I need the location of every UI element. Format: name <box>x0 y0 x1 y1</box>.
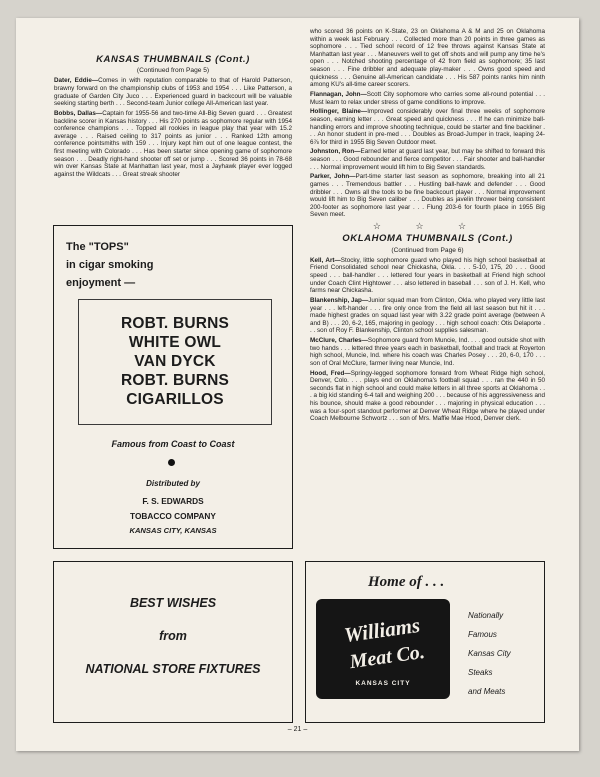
oklahoma-section-title: OKLAHOMA THUMBNAILS (Cont.) <box>342 233 513 245</box>
player-bio: Improved considerably over final three weeks of sophomore season, earning letter . . . Great speed and quickness . . . If he can minimize ball-handling errors and improve shooting technique, could be starter and fine backliner . . . An honor student in pre-med . . . Doubles as Broad-Jumper in track, leaping 24-6⅞ for third in 1955 Big Seven Outdoor meet. <box>310 108 545 146</box>
player-bio-continuation: who scored 36 points on K-State, 23 on Oklahoma A & M and 25 on Oklahoma within a week last February . . . Collected more than 20 points in three games as sophomore . . . Tied school record of 12 free throws against Kansas State at Manhattan last year . . . Maneuvers well to get off shots and will pump any time he's open . . . Notched shooting percentage of 42 from field as sophomore; 35 last season . . . Fine dribbler and adequate play-maker . . . Owns good speed and quickness . . . Genuine all-American candidate . . . His 587 points ranks him ninth among KU's all-time career scorers. <box>310 28 545 89</box>
player-name: Hood, Fred— <box>310 369 351 377</box>
kansas-section-subtitle: (Continued from Page 5) <box>136 67 210 75</box>
player-entry <box>310 257 545 295</box>
oklahoma-section-subtitle: (Continued from Page 6) <box>391 246 464 254</box>
distributed-by-label: Distributed by <box>146 479 200 488</box>
slogan-line: and Meats <box>468 687 506 696</box>
player-name: Parker, John— <box>310 173 356 181</box>
player-entry <box>310 370 545 423</box>
player-bio: Sophomore guard from Muncie, Ind. . . . good outside shot with two hands . . . lettered three years each in basketball, football and track at Royerton high school, Muncie, Ind. where his coach was Charles Posey . . . 20, 6-0, 170 . . . son of Oral McClure, farmer living near Muncie, Ind. <box>310 337 545 367</box>
slogan-line: Kansas City <box>468 649 511 658</box>
distributor-name: F. S. EDWARDS <box>142 496 204 506</box>
page-number: – 21 – <box>287 726 308 733</box>
kansas-section-title: KANSAS THUMBNAILS (Cont.) <box>96 54 250 65</box>
right-text-column <box>310 28 545 425</box>
player-entry <box>310 173 545 219</box>
ad-headline-line: enjoyment — <box>66 277 136 289</box>
brand-name: VAN DYCK <box>134 353 216 370</box>
logo-line: Williams <box>342 612 422 648</box>
ad-tagline: Famous from Coast to Coast <box>111 439 235 449</box>
brand-name: ROBT. BURNS <box>120 315 230 332</box>
player-entry <box>310 297 545 335</box>
star-divider: ☆ ☆ ☆ <box>372 221 483 232</box>
meat-company-advertisement <box>305 561 545 723</box>
store-fixtures-advertisement <box>53 561 293 723</box>
ad-title: Home of . . . <box>368 574 445 590</box>
player-entry <box>54 110 292 178</box>
brand-name: CIGARILLOS <box>126 391 224 408</box>
player-entry <box>310 108 545 146</box>
player-entry <box>54 77 292 107</box>
player-bio: Earned letter at guard last year, but may be shifted to forward this season . . . Good rebounder and fierce competitor . . . Fair shooter and ball-handler . . . Normal improvement would lift him to Big Seven standards. <box>310 148 545 171</box>
player-name: Kell, Art— <box>310 256 341 264</box>
slogan-line: Steaks <box>468 668 493 677</box>
magazine-page <box>16 18 579 751</box>
player-bio: Comes in with reputation comparable to that of Harold Patterson, brawny forward on the championship clubs of 1953 and 1954 . . . Like Patterson, a graduate of Garden City Juco . . . Experienced guard in backcourt will be valuable seeking starting berth . . . Second-team Junior college All-American last year. <box>54 77 292 108</box>
player-name: Johnston, Ron— <box>310 148 361 156</box>
wishes-line: BEST WISHES <box>129 596 217 610</box>
brand-name: ROBT. BURNS <box>120 372 230 389</box>
distributor-company: TOBACCO COMPANY <box>130 511 216 521</box>
player-name: Blankenship, Jap— <box>310 296 369 304</box>
logo-line: Meat Co. <box>348 640 427 674</box>
kansas-thumbnails-column <box>54 54 292 180</box>
ad-headline-line: The "TOPS" <box>66 241 129 253</box>
brand-box <box>78 299 272 425</box>
bullet-dot <box>168 459 175 466</box>
player-bio: Scott City sophomore who carries some all-round potential . . . Must learn to relax under stress of game conditions to improve. <box>310 90 546 106</box>
player-bio: Junior squad man from Clinton, Okla. who played very little last year . . . left-hander . . . fire only once from the field all last season but hit it . . . made highest grades on squad last year with 3.22 grade point average (between A and B) . . . 20, 6-2, 165, majoring in geology . . . high school coach: Otis Delaporte . . . son of Roy F. Blankenship, Clinton school supplies salesman. <box>310 296 545 335</box>
player-name: Bobbs, Dallas— <box>54 109 103 117</box>
slogan-line: Famous <box>468 630 497 639</box>
player-entry <box>310 91 545 106</box>
distributor-city: KANSAS CITY, KANSAS <box>129 526 217 535</box>
ad-headline <box>66 238 153 292</box>
brand-list <box>79 314 271 409</box>
brand-name: WHITE OWL <box>128 334 222 351</box>
player-bio: Stocky, little sophomore guard who played his high school basketball at Friend Consolidated school near Chickasha, Okla. . . . 5-10, 175, 20 . . . Good speed . . . ball-handler . . . lettered four years in basketball at Friend high school under Coach Clint Hightower . . . also lettered in baseball . . . son of J. H. Kell, who farms near Chickasha. <box>310 256 545 295</box>
player-name: Hollinger, Blaine— <box>310 108 368 116</box>
ad-slogan <box>468 606 511 701</box>
wishes-line: from <box>159 629 187 643</box>
slogan-line: Nationally <box>468 611 504 620</box>
player-name: Flannagan, John— <box>310 90 367 98</box>
player-name: McClure, Charles— <box>310 337 368 345</box>
player-name: Dater, Eddie— <box>54 77 99 85</box>
logo-city: KANSAS CITY <box>355 680 411 687</box>
player-bio: Captain for 1955-56 and two-time All-Big Seven guard . . . Greatest backline scorer in Kansas history . . . His 270 points as sophomore regular with 1954 conference champions . . . Topped all rookies in league play that year with 15.2 average . . . Raised ceiling to 317 points as junior . . . Ranked 12th among conference pointsmiths with 159 . . . Injury kept him out of one league contest, the first meeting with Colorado . . . Has been starter since opening game of sophomore season . . . Deadly right-hand shooter off set or jump . . . Scored 36 points in 78-68 win over Kansas State at Manhattan last year, most a Jayhawk player ever logged against the Wildcats . . . Great streak shooter <box>54 109 292 178</box>
cigar-advertisement <box>53 225 293 549</box>
wishes-company: NATIONAL STORE FIXTURES <box>85 662 261 676</box>
player-bio: Springy-legged sophomore forward from Wheat Ridge high school, Denver, Colo. . . . plays end on Oklahoma's football squad . . . ran the 440 in 50 seconds flat in high school and could make letters in all three sports at Oklahoma . . . a big kid standing 6-4 tall and weighing 200 . . . because of his aggressiveness and his bounce, should make a good rebounder . . . majoring in physical education . . . was a four-sport standout performer at Denver Wheat Ridge where he played under Coach Melbourne Schwortz . . . son of Mrs. Maffie Mae Hood, Denver clerk. <box>310 369 545 423</box>
player-entry <box>310 148 545 171</box>
williams-meat-logo <box>316 599 450 699</box>
player-entry <box>310 337 545 367</box>
player-bio: Part-time starter last season as sophomore, breaking into all 21 games . . . Tremendous battler . . . Hustling ball-hawk and defender . . . Good dribbler . . . Owns all the tools to be fine backcourt player . . . Normal improvement would lift him to Big Seven caliber . . . Doubles as javelin thrower being consistent 200-footer as sophomore last year . . . Flung 203-6 for fourth place in 1955 Big Seven meet. <box>310 173 545 219</box>
ad-headline-line: in cigar smoking <box>66 259 154 271</box>
